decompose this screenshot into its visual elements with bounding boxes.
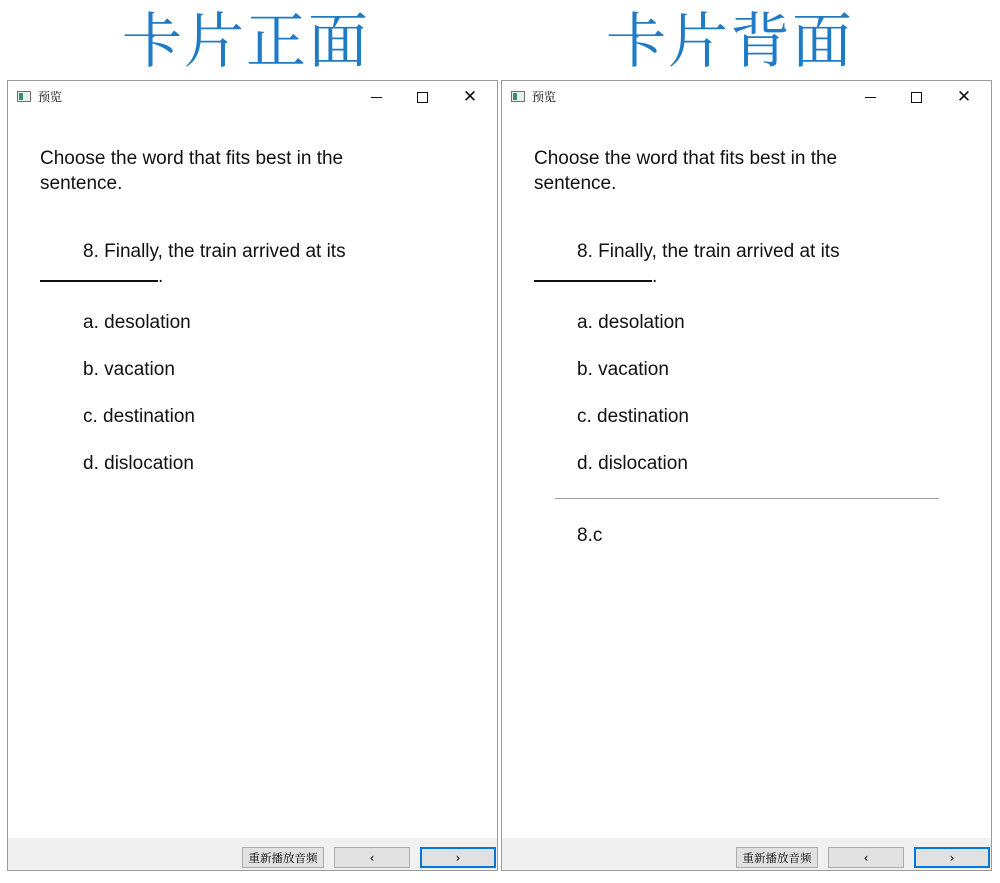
maximize-icon: [911, 92, 922, 103]
minimize-icon: [371, 97, 382, 98]
chevron-left-icon: ‹: [863, 850, 869, 865]
option-c: c. destination: [577, 406, 689, 427]
question-text: 8. Finally, the train arrived at its: [577, 241, 840, 262]
footer-bar: [502, 838, 991, 870]
preview-window-front: [7, 80, 498, 871]
blank-suffix: .: [652, 266, 658, 287]
window-title: 预览: [532, 90, 557, 104]
app-window-icon: [511, 91, 525, 102]
app-window-icon: [17, 91, 31, 102]
maximize-button[interactable]: [399, 81, 445, 113]
previous-button[interactable]: [334, 847, 410, 868]
option-d: d. dislocation: [577, 453, 688, 474]
close-icon: ✕: [462, 86, 478, 107]
question-text: 8. Finally, the train arrived at its: [83, 241, 346, 262]
blank-line: [40, 268, 158, 282]
previous-button[interactable]: [828, 847, 904, 868]
maximize-icon: [417, 92, 428, 103]
question-stem: [40, 239, 440, 289]
card-back-content: [502, 113, 991, 838]
answer-blank: [534, 264, 934, 289]
close-button[interactable]: [447, 81, 493, 113]
next-button[interactable]: [420, 847, 496, 868]
question-stem: [534, 239, 934, 289]
maximize-button[interactable]: [893, 81, 939, 113]
close-button[interactable]: [941, 81, 987, 113]
option-list: [577, 310, 689, 498]
front-heading: 卡片正面: [122, 7, 370, 77]
option-c: c. destination: [83, 406, 195, 427]
window-title: 预览: [38, 90, 63, 104]
minimize-button[interactable]: [847, 81, 893, 113]
option-a: a. desolation: [83, 312, 191, 333]
footer-bar: [8, 838, 497, 870]
instruction-text: Choose the word that fits best in the sentence.: [40, 148, 344, 194]
option-a: a. desolation: [577, 312, 685, 333]
answer-divider: [555, 498, 939, 499]
option-list: [83, 310, 195, 498]
blank-suffix: .: [158, 266, 164, 287]
option-d: d. dislocation: [83, 453, 194, 474]
back-heading: 卡片背面: [606, 7, 854, 77]
chevron-left-icon: ‹: [369, 850, 375, 865]
instruction-text: Choose the word that fits best in the sentence.: [534, 148, 838, 194]
chevron-right-icon: ›: [455, 850, 461, 865]
answer-blank: [40, 264, 440, 289]
close-icon: ✕: [956, 86, 972, 107]
title-bar[interactable]: [502, 81, 991, 113]
chevron-right-icon: ›: [949, 850, 955, 865]
option-b: b. vacation: [83, 359, 175, 380]
minimize-icon: [865, 97, 876, 98]
replay-audio-button[interactable]: 重新播放音频: [242, 847, 324, 868]
answer-text: 8.c: [577, 525, 603, 546]
preview-window-back: [501, 80, 992, 871]
blank-line: [534, 268, 652, 282]
card-front-content: [8, 113, 497, 838]
title-bar[interactable]: [8, 81, 497, 113]
replay-audio-button[interactable]: 重新播放音频: [736, 847, 818, 868]
minimize-button[interactable]: [353, 81, 399, 113]
option-b: b. vacation: [577, 359, 669, 380]
next-button[interactable]: [914, 847, 990, 868]
